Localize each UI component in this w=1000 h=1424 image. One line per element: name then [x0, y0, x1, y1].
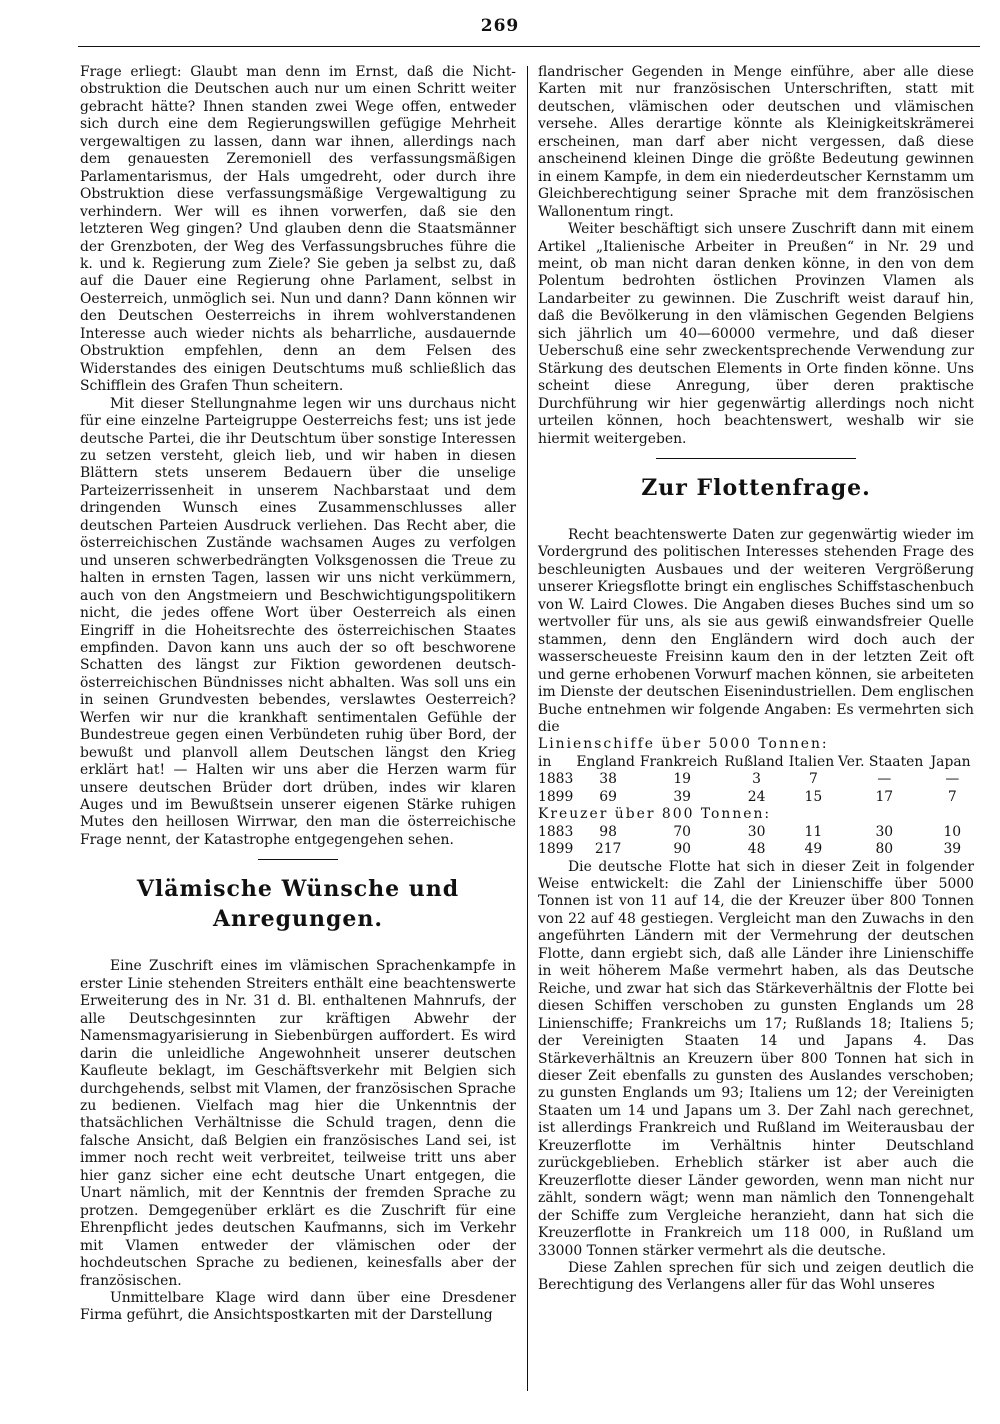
table-caption: Kreuzer über 800 Tonnen: [538, 806, 772, 823]
page-number: 269 [480, 16, 520, 36]
article-paragraph: Weiter beschäftigt sich unsere Zuschrift dann mit einem Artikel „Italienische Arbeiter in Preußen“ in Nr. 29 und meint, ob man nicht daran denken könne, in den von dem Polentum bedrohten östlichen Provinzen Vlamen als Landarbeiter zu gewinnen. Die Zuschrift weist darauf hin, daß die Bevölkerung in den vlämischen Gegenden Belgiens sich jährlich um 40—60000 vermehre, und daß dieser Ueberschuß eine sehr zweckentsprechende Verwendung zur Stärkung des deutschen Elements in Orte finden könne. Uns scheint diese Anregung, über deren praktische Durchführung wir hier gegenwärtig allerdings noch nicht urteilen können, hoch beachtenswert, weshalb wir sie hiermit weitergeben. [538, 221, 974, 447]
table-header-row [538, 754, 974, 771]
table-cell: 30 [747, 823, 766, 840]
table-cell: 38 [599, 771, 617, 788]
table-cell: 1899 [538, 788, 574, 805]
table-cell: 3 [752, 771, 762, 788]
table-cell: 15 [804, 788, 823, 805]
right-column [538, 64, 974, 1295]
table-cell: 10 [943, 823, 962, 840]
article-paragraph: Recht beachtenswerte Daten zur gegenwärtig wieder im Vordergrund des politischen Interesses stehenden Frage des beschleunigten Ausbaues und der weiteren Vergrößerung unserer Kriegsflotte bringt ein englisches Schiffstaschenbuch von W. Laird Clowes. Die Angaben dieses Buches sind um so wertvoller für uns, als sie aus gewiß einwandsfreier Quelle stammen, denn den Engländern wird doch auch der wasserscheueste Freisinn kaum den in der letzten Zeit oft und gerne erhobenen Vorwurf machen können, sie arbeiteten im Dienste der deutschen Eisenindustriellen. Dem englischen Buche entnehmen wir folgende Angaben: Es vermehrten sich die [538, 526, 974, 735]
table-cell: 80 [875, 841, 894, 858]
table-cell: 90 [673, 841, 691, 858]
table-cell: 69 [599, 788, 617, 805]
table-cell: 49 [804, 841, 823, 858]
table-cell: 17 [875, 788, 894, 805]
article-paragraph: flandrischer Gegenden in Menge einführe, aber alle diese Karten mit nur französischen Unterschriften, statt mit deutschen, vlämischen oder deutschen und vlämischen versehe. Alles derartige könnte als Kleinigkeitskrämerei erscheinen, man darf aber nicht vergessen, daß diese anscheinend kleinen Dinge die größte Bedeutung gewinnen in einem Kampfe, in dem ein niederdeutscher Kernstamm um Gleichberechtigung seiner Sprache mit dem französischen Wallonentum ringt. [538, 64, 974, 220]
table-row [538, 771, 974, 788]
table-header-cell: Japan [930, 753, 971, 770]
table-cell: 98 [599, 823, 617, 840]
table-cell: — [945, 771, 960, 788]
table-cell: 39 [673, 788, 691, 805]
column-divider [527, 66, 528, 1391]
table-cell: 1899 [538, 841, 574, 858]
table-cell: 48 [747, 841, 766, 858]
article-paragraph: Mit dieser Stellungnahme legen wir uns durchaus nicht für eine einzelne Parteigruppe Oesterreichs fest; uns ist jede deutsche Partei, die ihr Deutschtum über sonstige Interessen zu setzen versteht, gleich lieb, und wir haben in diesen Blättern stets unserem Bedauern über die unselige Parteizerrissenheit in unserem Nachbarstaat und dem dringenden Wunsch eines Zusammenschlusses aller deutschen Parteien Ausdruck verliehen. Das Recht aber, die österreichischen Zustände wachsamen Auges zu verfolgen und unseren schwerbedrängten Volksgenossen die Treue zu halten in ernsten Tagen, lassen wir uns nicht verkümmern, auch von den Angstmeiern und Beschwichtigungspolitikern nicht, die jedes offene Wort über Oesterreich als einen Eingriff in die Hoheitsrechte des österreichischen Staates empfinden. Davon kann uns auch der so oft beschworene Schatten des längst zur Fiktion gewordenen deutsch-österreichischen Bündnisses nicht abhalten. Was soll uns ein in seinen Grundvesten bebendes, verslawtes Oesterreich? Werfen wir nur die krankhaft sentimentalen Gefühle der Bundestreue gegen einen Verbündeten ruhig über Bord, der bewußt und planvoll allem Deutschen längst den Krieg erklärt hat! — Halten wir uns aber die Herzen warm für unsere deutschen Brüder dort drüben, indes wir klaren Auges und im Bewußtsein unserer eigenen Stärke ruhigen Mutes den heillosen Wirrwar, den man die österreichische Frage nennt, der Katastrophe entgegengehen sehen. [80, 395, 516, 848]
table-cell: 24 [747, 788, 766, 805]
section-separator [656, 458, 856, 459]
article-paragraph: Eine Zuschrift eines im vlämischen Sprachenkampfe in erster Linie stehenden Streiters enthält eine beachtenswerte Erweiterung des in Nr. 31 d. Bl. enthaltenen Mahnrufs, der alle Deutschgesinnten zur kräftigen Abwehr der Namensmagyarisierung in Siebenbürgen auffordert. Es wird darin die unleidliche Angewohnheit unserer deutschen Kaufleute beklagt, im Geschäftsverkehr mit Belgien sich durchgehends, selbst mit Vlamen, der französischen Sprache zu bedienen. Vielfach mag hier die Unkenntnis der thatsächlichen Verhältnisse die Schuld tragen, denn die falsche Ansicht, daß Belgien ein französisches Land sei, ist immer noch recht weit verbreitet, teilweise tritt uns aber hier ganz sicher eine echt deutsche Unart entgegen, die Unart nämlich, mit der Kenntnis der fremden Sprache zu protzen. Demgegenüber erklärt es die Zuschrift für eine Ehrenpflicht jedes deutschen Kaufmanns, sich im Verkehr mit Vlamen entweder der vlämischen oder der hochdeutschen Sprache zu bedienen, keinesfalls aber der französischen. [80, 958, 516, 1289]
table-cell: — [877, 771, 892, 788]
table-row [538, 841, 974, 858]
table-row [538, 824, 974, 841]
table-cell: 217 [594, 841, 622, 858]
table-cell: 1883 [538, 771, 574, 788]
table-caption: Linienschiffe über 5000 Tonnen: [538, 736, 829, 753]
table-header-cell: Rußland [724, 753, 784, 770]
header-rule [78, 46, 980, 47]
table-cell: 39 [943, 841, 962, 858]
table-cell: 70 [673, 823, 691, 840]
table-header-cell: Frankreich [639, 753, 718, 770]
article-paragraph: Unmittelbare Klage wird dann über eine Dresdener Firma geführt, die Ansichtspostkarten mit der Darstellung [80, 1290, 516, 1324]
section-heading: Vlämische Wünsche und Anregungen. [136, 876, 460, 933]
table-cell: 7 [808, 771, 818, 788]
table-cell: 19 [673, 771, 691, 788]
table-header-cell: Ver. Staaten [838, 753, 924, 770]
table-caption-row [538, 806, 974, 823]
table-header-cell: England [576, 753, 635, 770]
table-caption-row [538, 736, 974, 753]
section-separator [258, 859, 338, 860]
fleet-table [538, 736, 974, 858]
article-paragraph: Die deutsche Flotte hat sich in dieser Zeit in folgender Weise entwickelt: die Zahl der Linienschiffe über 5000 Tonnen ist von 11 auf 14, die der Kreuzer über 800 Tonnen von 22 auf 48 gestiegen. Vergleicht man den Zuwachs in den angeführten Ländern mit der Vermehrung der deutschen Flotte, dann ergiebt sich, daß alle Länder ihre Linienschiffe in weit höherem Maße vermehrt haben, als das Deutsche Reiche, und zwar hat sich das Stärkeverhältnis der Flotte bei diesen Schiffen verschoben zu gunsten Englands um 28 Linienschiffe; Frankreichs um 17; Rußlands 18; Italiens 5; der Vereinigten Staaten 14 und Japans 4. Das Stärkeverhältnis an Kreuzern über 800 Tonnen hat sich in dieser Zeit ebenfalls zu gunsten des Auslandes verschoben; zu gunsten Englands um 93; Italiens um 12; der Vereinigten Staaten um 14 und Japans um 3. Der Zahl nach gerechnet, ist allerdings Frankreich und Rußland im Weiterausbau der Kreuzerflotte im Verhältnis hinter Deutschland zurückgeblieben. Erheblich stärker ist aber auch die Kreuzerflotte dieser Länder geworden, wenn man nicht nur zählt, sondern wägt; wenn man nämlich den Tonnengehalt der Schiffe zum Vergleiche heranzieht, dann hat sich die Kreuzerflotte in Frankreich um 118 000, in Rußland um 33000 Tonnen stärker vermehrt als die deutsche. [538, 858, 974, 1259]
table-row [538, 789, 974, 806]
section-heading: Zur Flottenfrage. [641, 474, 871, 501]
table-cell: 7 [947, 788, 957, 805]
table-cell: 11 [804, 823, 823, 840]
article-paragraph: Frage erliegt: Glaubt man denn im Ernst, daß die Nicht-obstruktion die Deutschen auch nur um einen Schritt weiter gebracht hätte? Ihnen standen zwei Wege offen, entweder sich durch eine dem Regierungswillen gefügige Mehrheit vergewaltigen zu lassen, dann war ihnen, allerdings nach dem genauesten Zeremoniell des verfassungsmäßigen Parlamentarismus, der Hals umgedreht, oder durch ihre Obstruktion diese verfassungsmäßige Vergewaltigung zu verhindern. Wer will es ihnen vorwerfen, daß sie den letzteren Weg gingen? Und glauben denn die Staatsmänner der Grenzboten, der Weg des Verfassungsbruches führe die k. und k. Regierung zum Ziele? Sie geben ja selbst zu, daß auf die Dauer eine Regierung ohne Parlament, selbst in Oesterreich, unmöglich sei. Nun und dann? Dann können wir den Deutschen Oesterreichs in ihrem wohlverstandenen Interesse auch wieder nichts als beharrliche, ausdauernde Obstruktion empfehlen, denn an dem Felsen des Widerstandes des einigen Deutschtums muß schließlich das Schifflein des Grafen Thun scheitern. [80, 64, 516, 395]
article-paragraph: Diese Zahlen sprechen für sich und zeigen deutlich die Berechtigung des Verlangens aller für das Wohl unseres [538, 1260, 974, 1294]
table-cell: 30 [875, 823, 894, 840]
table-cell: 1883 [538, 823, 574, 840]
table-header-cell: in [538, 753, 552, 770]
table-header-cell: Italien [788, 753, 835, 770]
left-column [80, 64, 516, 1325]
